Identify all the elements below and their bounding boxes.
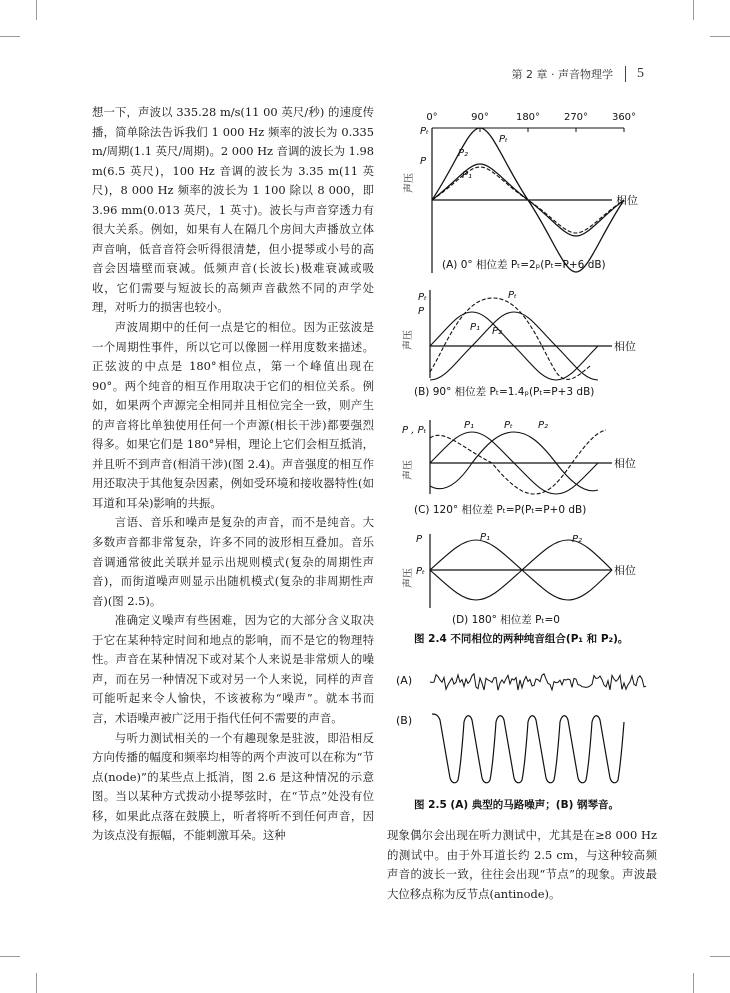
p-label: P [416,534,423,545]
p2-label: P₂ [492,326,503,337]
panel-label: (B) [396,714,413,727]
figure-2-4-panel-b [400,288,650,383]
p-label: P [420,156,427,167]
y-axis-label: 声压 [403,568,414,588]
noise-trace [430,674,646,690]
piano-trace [432,714,624,783]
running-title: 第 2 章 · 声音物理学 [511,68,613,81]
body-text-right [387,826,657,904]
body-text-left [92,103,374,846]
running-header [512,66,644,82]
panel-b-caption: (B) 90° 相位差 Pₜ=1.4ₚ(Pₜ=P+3 dB) [414,386,595,398]
p2-label: P₂ [538,420,549,431]
x-axis-label: 相位 [616,194,638,207]
degree-label: 90° [471,112,489,123]
p1-label: P₁ [462,170,473,181]
header-divider [625,66,626,82]
degree-label: 360° [611,112,637,123]
paragraph: 声波周期中的任何一点是它的相位。因为正弦波是一个周期性事件，所以它可以像圆一样用度数来描述。正弦波的中点是 180°相位点，第一个峰值出现在 90°。两个纯音的相互作用取决于它们的相位关系。例如，如果两个声源完全相同并且相位完全一致，则产生的声音将比单独使用任何一个声源(相长干涉)都要强烈得多。如果它们是 180°异相，理论上它们会相互抵消，并且听不到声音(相消干涉)(图 2.4)。声音强度的相互作用还取决于其他复杂因素，例如受环境和接收器特性(如耳道和耳朵)影响的共振。 [92,320,374,510]
p-pt-label: P , Pₜ [402,425,427,436]
pt-label: Pₜ [420,126,429,137]
paragraph: 准确定义噪声有些困难，因为它的大部分含义取决于它在某种特定时间和地点的影响，而不是它的物理特性。声音在某种情况下或对某个人来说是非常烦人的噪声，而在另一种情况下或对另一个人来说，同样的声音可能听起来令人愉快，不该被称为“噪声”。就本书而言，术语噪声被广泛用于指代任何不需要的声音。 [92,613,374,725]
p2-label: P₂ [572,534,583,545]
panel-a-caption: (A) 0° 相位差 Pₜ=2ₚ(Pₜ=P+6 dB) [442,259,606,271]
panel-label: (A) [396,674,413,687]
pt-label: Pₜ [416,566,425,577]
degree-label: 0° [426,112,438,123]
degree-label: 270° [563,112,589,123]
crop-mark [0,36,20,37]
panel-c-caption: (C) 120° 相位差 Pₜ=P(Pₜ=P+0 dB) [414,504,587,516]
x-axis-label: 相位 [614,564,636,577]
pt-label: Pₜ [504,420,513,431]
crop-mark [0,956,20,957]
p1-label: P₁ [464,420,475,431]
sum-wave [430,430,606,494]
y-axis-label: 声压 [403,460,414,480]
p1-label: P₁ [470,322,481,333]
p2-label: P₂ [458,148,469,159]
crop-mark [36,0,37,20]
panel-d-caption: (D) 180° 相位差 Pₜ=0 [452,614,560,626]
figure-2-5 [388,660,658,795]
pt-label: Pₜ [508,290,517,301]
page-number: 5 [637,66,644,81]
pt-label: Pₜ [499,134,508,145]
figure-2-4-panel-d [400,530,650,610]
pt-label: Pₜ [418,292,427,303]
paragraph: 与听力测试相关的一个有趣现象是驻波，即沿相反方向传播的幅度和频率均相等的两个声波可以在称为“节点(node)”的某些点上抵消，图 2.6 是这种情况的示意图。当以某种方式拨动小提琴弦时，在“节点”处没有位移，如果此点落在鼓膜上，听者将听不到任何声音，因为该点没有振幅，不能刺激耳朵。这种 [92,730,374,843]
y-axis-label: 声压 [403,330,414,350]
sum-wave [430,298,590,379]
crop-mark [693,973,694,993]
crop-mark [710,956,730,957]
p-label: P [418,306,425,317]
x-axis-label: 相位 [614,457,636,470]
p1-label: P₁ [480,532,491,543]
figure-2-5-caption: 图 2.5 (A) 典型的马路噪声；(B) 钢琴音。 [414,799,620,811]
paragraph: 言语、音乐和噪声是复杂的声音，而不是纯音。大多数声音都非常复杂，许多不同的波形相互叠加。音乐音调通常彼此关联并显示出规则模式(复杂的周期性声音)，而街道噪声则显示出随机模式(复杂的非周期性声音)(图 2.5)。 [92,515,374,608]
crop-mark [693,0,694,20]
degree-label: 180° [515,112,541,123]
crop-mark [710,36,730,37]
figure-2-4-caption: 图 2.4 不同相位的两种纯音组合(P₁ 和 P₂)。 [414,633,629,645]
paragraph: 现象偶尔会出现在听力测试中，尤其是在≥8 000 Hz 的测试中。由于外耳道长约 2.5 cm，与这种较高频声音的波长一致，往往会出现“节点”的现象。声波最大位移点称为反节点(antinode)。 [387,828,657,901]
x-axis-label: 相位 [614,340,636,353]
figure-2-4-panel-c [400,418,650,498]
paragraph: 想一下，声波以 335.28 m/s(11 00 英尺/秒) 的速度传播，简单除法告诉我们 1 000 Hz 频率的波长为 0.335 m/周期(1.1 英尺/周期)。2 000 Hz 音调的波长为 1.98 m(6.5 英尺)，100 Hz 音调的波长为 3.35 m(11 英尺)，8 000 Hz 频率的波长为 1 100 除以 8 000，即 3.96 mm(0.013 英尺，1 英寸)。波长与声音穿透力有很大关系。例如，如果有人在隔几个房间大声播放立体声音响，低音音符会听得很清楚，但小提琴或小号的高音会因墙壁而衰减。低频声音(长波长)极难衰减或吸收，它们需要与短波长的高频声音截然不同的声学处理，对听力的损害也较小。 [92,105,374,315]
figure-2-4-panel-a [400,108,650,278]
crop-mark [36,973,37,993]
y-axis-label: 声压 [404,173,415,193]
